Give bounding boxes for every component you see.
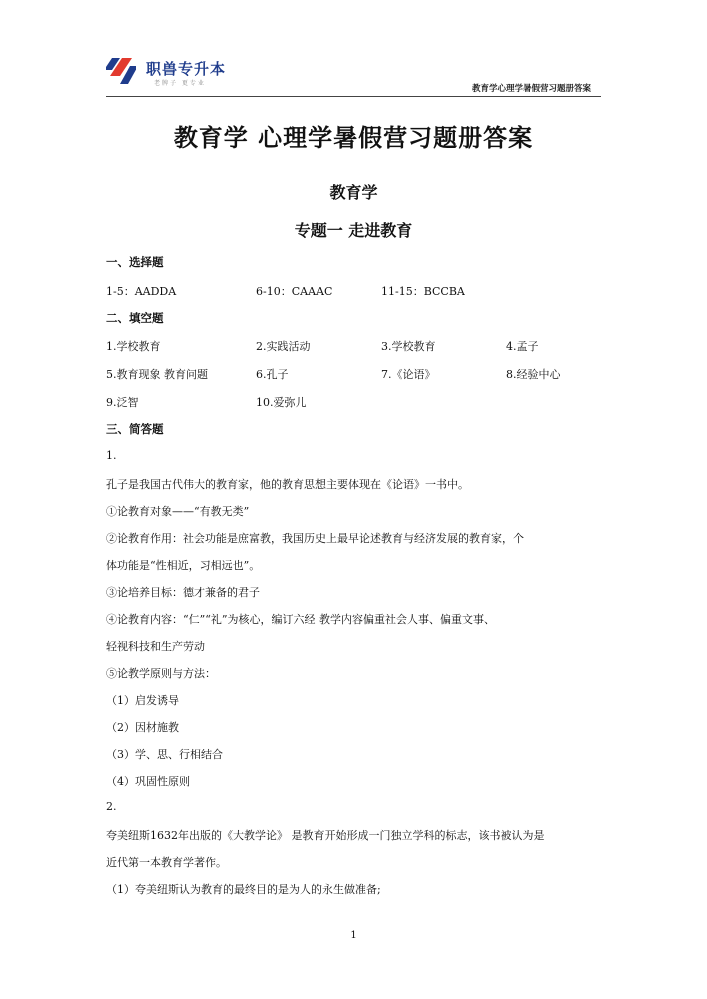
document-title: 教育学 心理学暑假营习题册答案 [173, 124, 534, 152]
header-title: 教育学心理学暑假营习题册答案 [471, 84, 591, 94]
body-line: ③论培养目标：德才兼备的君子 [106, 586, 260, 599]
body-line: ④论教育内容：“仁”“礼”为核心，编订六经 教学内容偏重社会人事、偏重文事、 [106, 613, 495, 626]
body-line: 1. [106, 449, 117, 462]
fill-answer: 9.泛智 [106, 396, 139, 409]
logo-text: 职兽专升本 [146, 60, 227, 78]
body-line: 孔子是我国古代伟大的教育家，他的教育思想主要体现在《论语》一书中。 [106, 478, 469, 491]
choice-answer: 1-5：AADDA [106, 285, 177, 298]
fill-answer: 3.学校教育 [381, 340, 436, 353]
section-short-answer: 三、简答题 [106, 422, 164, 436]
logo-slogan: 老牌子 更专业 [154, 80, 206, 87]
fill-answer: 6.孔子 [256, 368, 289, 381]
body-line: ②论教育作用：社会功能是庶富教，我国历史上最早论述教育与经济发展的教育家，个 [106, 532, 524, 545]
body-line: 夸美纽斯1632年出版的《大教学论》 是教育开始形成一门独立学科的标志，该书被认为是 [106, 829, 545, 842]
section-fill: 二、填空题 [106, 311, 164, 325]
body-line: （1）夸美纽斯认为教育的最终目的是为人的永生做准备; [106, 883, 381, 896]
body-line: （2）因材施教 [106, 721, 179, 734]
body-line: 体功能是“性相近，习相远也”。 [106, 559, 261, 572]
section-choice: 一、选择题 [106, 255, 164, 269]
fill-answer: 7.《论语》 [381, 368, 436, 381]
logo-mark-icon [106, 58, 136, 84]
body-line: （3）学、思、行相结合 [106, 748, 223, 761]
fill-answer: 2.实践活动 [256, 340, 311, 353]
body-line: （1）启发诱导 [106, 694, 179, 707]
body-line: 近代第一本教育学著作。 [106, 856, 227, 869]
topic-heading: 专题一 走进教育 [294, 221, 413, 240]
fill-answer: 1.学校教育 [106, 340, 161, 353]
body-line: 2. [106, 800, 117, 813]
choice-answer: 11-15：BCCBA [381, 285, 465, 298]
subject-heading: 教育学 [329, 183, 378, 202]
logo [106, 56, 246, 90]
fill-answer: 5.教育现象 教育问题 [106, 368, 208, 381]
choice-answer: 6-10：CAAAC [256, 285, 333, 298]
body-line: ⑤论教学原则与方法： [106, 667, 216, 680]
body-line: （4）巩固性原则 [106, 775, 190, 788]
page-number: 1 [350, 930, 357, 941]
fill-answer: 4.孟子 [506, 340, 539, 353]
fill-answer: 10.爱弥儿 [256, 396, 307, 409]
header-divider [106, 96, 601, 97]
body-line: 轻视科技和生产劳动 [106, 640, 205, 653]
fill-answer: 8.经验中心 [506, 368, 561, 381]
body-line: ①论教育对象——“有教无类” [106, 505, 250, 518]
